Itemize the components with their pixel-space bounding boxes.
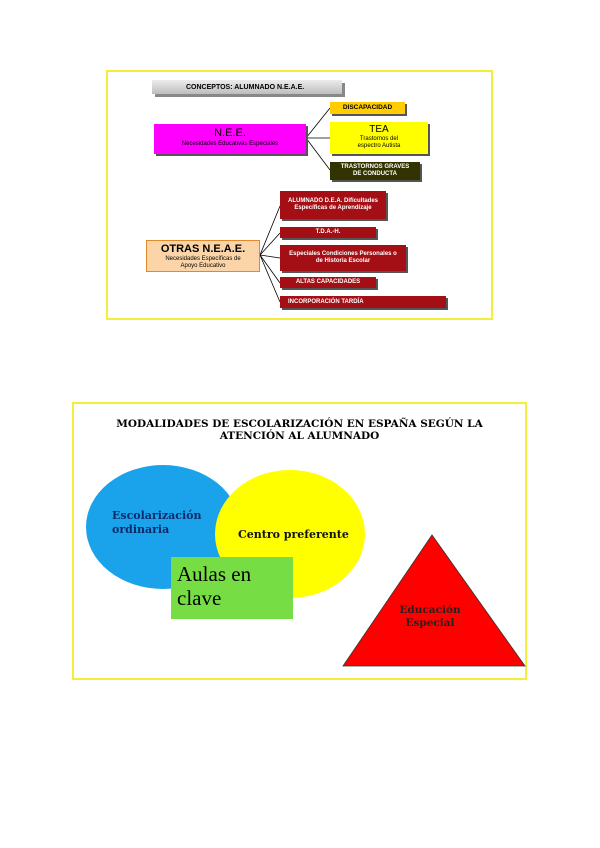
- especial-triangle: [343, 535, 525, 666]
- modalidades-shapes: [74, 404, 529, 682]
- especial-label: Educación Especial: [399, 604, 461, 629]
- modalidades-title-line1: MODALIDADES DE ESCOLARIZACIÓN EN ESPAÑA SEGÚN LA: [116, 418, 483, 430]
- concepts-title: CONCEPTOS: ALUMNADO N.E.A.E.: [152, 80, 342, 94]
- modalidades-title-line2: ATENCIÓN AL ALUMNADO: [219, 430, 380, 442]
- otras-title: OTRAS N.E.A.E.: [160, 243, 246, 255]
- item-incorporacion: INCORPORACIÓN TARDÍA: [280, 296, 446, 308]
- otras-subtitle: Necesidades Específicas de Apoyo Educativo: [165, 256, 241, 269]
- discapacidad-box: DISCAPACIDAD: [330, 102, 405, 114]
- trastornos-box: TRASTORNOS GRAVES DE CONDUCTA: [330, 162, 420, 180]
- item-dea: ALUMNADO D.E.A. Dificultades Específicas de Aprendizaje: [280, 191, 386, 219]
- nee-subtitle: Necesidades Educativas Especiales: [181, 141, 279, 148]
- aulas-label: Aulas en clave: [177, 562, 252, 610]
- modalidades-panel: [72, 402, 527, 680]
- tea-subtitle: Trastornos del espectro Autista: [357, 136, 401, 149]
- preferente-label: Centro preferente: [238, 528, 349, 541]
- nee-title: N.E.E.: [214, 127, 246, 139]
- item-tdah: T.D.A.-H.: [280, 227, 376, 238]
- tea-box: [330, 122, 428, 154]
- item-condiciones: Especiales Condiciones Personales o de Historia Escolar: [280, 245, 406, 271]
- nee-box: [154, 124, 306, 154]
- tea-title: TEA: [369, 124, 389, 135]
- otras-box: [146, 240, 260, 272]
- ordinaria-label: Escolarización ordinaria: [112, 509, 202, 536]
- item-altas: ALTAS CAPACIDADES: [280, 277, 376, 288]
- aulas-box: [171, 557, 293, 619]
- concepts-panel: [106, 70, 493, 320]
